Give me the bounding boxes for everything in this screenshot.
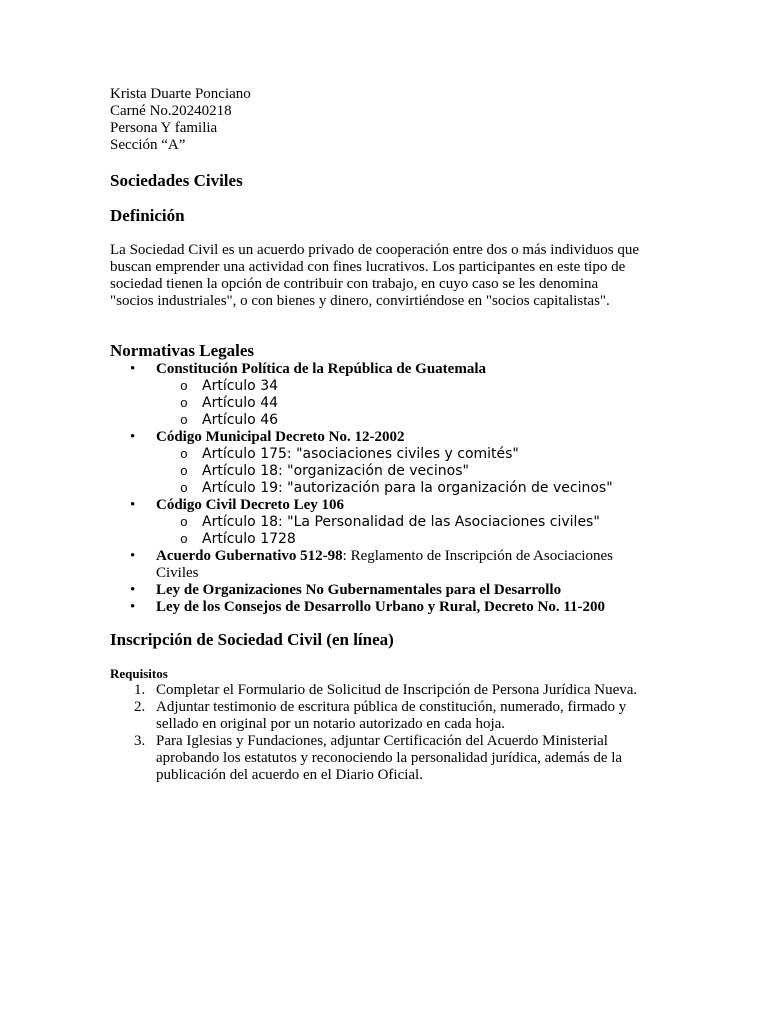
circle-bullet-icon: o [180,413,188,428]
sub-list-item [156,378,670,395]
sub-list-item [156,514,670,531]
list-item-label: Ley de Organizaciones No Gubernamentales para el Desarrollo [156,582,562,598]
sub-list-item-label: Artículo 175: "asociaciones civiles y comités" [202,446,519,462]
sub-list-item-label: Artículo 46 [202,412,279,428]
sub-list-item-label: Artículo 34 [202,378,279,394]
circle-bullet-icon: o [180,396,188,411]
list-item [110,497,670,548]
list-item-label: Ley de los Consejos de Desarrollo Urbano y Rural, Decreto No. 11-200 [156,599,605,615]
requirement-text: publicación del acuerdo en el Diario Oficial. [156,767,423,783]
requirement-number: 1. [134,682,146,698]
requirement-text: Para Iglesias y Fundaciones, adjuntar Certificación del Acuerdo Ministerial [156,733,608,749]
definition-line: sociedad tienen la opción de contribuir con trabajo, en cuyo caso se les denomina [110,276,599,292]
circle-bullet-icon: o [180,464,188,479]
requirement-number: 2. [134,699,146,715]
requisitos-heading: Requisitos [110,666,168,681]
sub-list-item [156,463,670,480]
document-title: Sociedades Civiles [110,171,243,190]
sub-list-item-label: Artículo 18: "La Personalidad de las Asociaciones civiles" [202,514,600,530]
course-name: Persona Y familia [110,120,218,136]
list-item-label: Acuerdo Gubernativo 512-98 [156,548,343,564]
definition-paragraph [110,242,670,310]
sub-list-item [156,480,670,497]
sub-list [156,514,670,548]
requirement-text: aprobando los estatutos y reconociendo la personalidad jurídica, además de la [156,750,623,766]
sub-list-item [156,531,670,548]
normativas-list [110,361,670,616]
bullet-icon: • [130,429,136,445]
circle-bullet-icon: o [180,515,188,530]
list-item [110,429,670,497]
sub-list-item-label: Artículo 18: "organización de vecinos" [202,463,469,479]
definition-line: "socios industriales", o con bienes y dinero, convirtiéndose en "socios capitalistas". [110,293,610,309]
requirement-text: Completar el Formulario de Solicitud de Inscripción de Persona Jurídica Nueva. [156,682,638,698]
student-name: Krista Duarte Ponciano [110,86,251,102]
bullet-icon: • [130,599,136,615]
circle-bullet-icon: o [180,379,188,394]
sub-list-item-label: Artículo 19: "autorización para la organización de vecinos" [202,480,613,496]
definition-heading: Definición [110,206,185,225]
bullet-icon: • [130,548,136,564]
sub-list-item [156,446,670,463]
definition-line: La Sociedad Civil es un acuerdo privado de cooperación entre dos o más individuos que [110,242,640,258]
bullet-icon: • [130,361,136,377]
list-item [110,582,670,599]
normativas-heading: Normativas Legales [110,341,255,360]
section-label: Sección “A” [110,137,186,153]
list-item-description-continued: Civiles [156,565,199,581]
list-item [110,361,670,429]
sub-list-item-label: Artículo 44 [202,395,279,411]
sub-list-item-label: Artículo 1728 [202,531,296,547]
requirement-item [110,699,670,733]
requirement-number: 3. [134,733,146,749]
definition-line: buscan emprender una actividad con fines lucrativos. Los participantes en este tipo de [110,259,626,275]
sub-list-item [156,412,670,429]
sub-list [156,446,670,497]
circle-bullet-icon: o [180,532,188,547]
circle-bullet-icon: o [180,447,188,462]
student-header [110,86,670,154]
sub-list-item [156,395,670,412]
requirement-item [110,682,670,699]
requirement-text: Adjuntar testimonio de escritura pública de constitución, numerado, firmado y [156,699,627,715]
list-item-description: : Reglamento de Inscripción de Asociaciones [342,548,614,564]
list-item-label: Código Municipal Decreto No. 12-2002 [156,429,405,445]
bullet-icon: • [130,497,136,513]
requirement-text: sellado en original por un notario autorizado en cada hoja. [156,716,506,732]
list-item-label: Código Civil Decreto Ley 106 [156,497,345,513]
inscripcion-heading: Inscripción de Sociedad Civil (en línea) [110,630,394,649]
requirement-item [110,733,670,784]
list-item [110,548,670,582]
list-item [110,599,670,616]
document-page [110,86,670,784]
student-id: Carné No.20240218 [110,103,232,119]
bullet-icon: • [130,582,136,598]
circle-bullet-icon: o [180,481,188,496]
list-item-label: Constitución Política de la República de Guatemala [156,361,486,377]
sub-list [156,378,670,429]
requirements-list [110,682,670,784]
